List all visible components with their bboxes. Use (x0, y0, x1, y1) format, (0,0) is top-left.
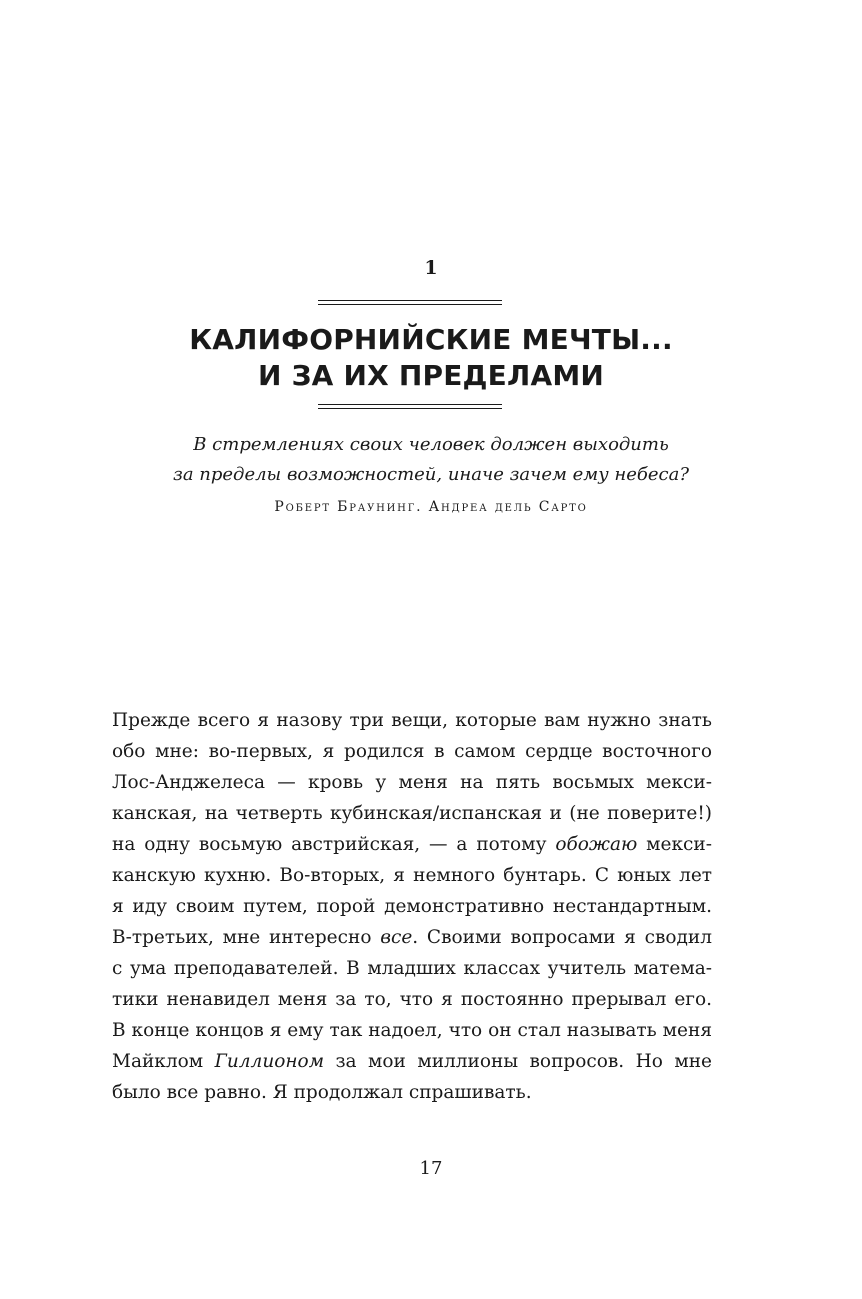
chapter-title-line-2: И ЗА ИХ ПРЕДЕЛАМИ (257, 359, 605, 392)
body-line: Лос-Анджелеса — кровь у меня на пять восьмых мекси- (112, 772, 712, 793)
emphasis-text: все (380, 927, 413, 948)
epigraph-line-2: за пределы возможностей, иначе зачем ему небеса? (173, 464, 689, 485)
page-number: 17 (419, 1158, 443, 1179)
epigraph (0, 430, 862, 490)
body-line: я иду своим путем, порой демонстративно нестандартным. (112, 896, 712, 917)
body-line: Майклом Гиллионом за мои миллионы вопросов. Но мне (112, 1051, 713, 1072)
body-line: В конце концов я ему так надоел, что он стал называть меня (112, 1020, 712, 1041)
chapter-title (0, 322, 862, 394)
body-line: обо мне: во-первых, я родился в самом сердце восточного (112, 741, 712, 762)
body-line: канская, на четверть кубинская/испанская и (не поверите!) (112, 803, 712, 824)
chapter-title-line-1: КАЛИФОРНИЙСКИЕ МЕЧТЫ... (189, 323, 673, 356)
body-paragraph (112, 705, 712, 1108)
body-line: В-третьих, мне интересно все. Своими вопросами я сводил (112, 927, 712, 948)
chapter-number: 1 (424, 257, 438, 279)
body-line: на одну восьмую австрийская, — а потому обожаю мекси- (112, 834, 712, 855)
epigraph-line-1: В стремлениях своих человек должен выходить (193, 434, 669, 455)
body-line: канскую кухню. Во-вторых, я немного бунтарь. С юных лет (112, 865, 712, 886)
body-line: было все равно. Я продолжал спрашивать. (112, 1082, 532, 1103)
epigraph-attribution: Роберт Браунинг. Андреа дель Сарто (274, 499, 588, 515)
emphasis-text: обожаю (555, 834, 638, 855)
body-line: Прежде всего я назову три вещи, которые вам нужно знать (112, 710, 712, 731)
title-bottom-double-rule (318, 404, 502, 409)
body-line: с ума преподавателей. В младших классах учитель матема- (112, 958, 712, 979)
emphasis-text: Гиллионом (214, 1051, 325, 1072)
body-line: тики ненавидел меня за то, что я постоянно прерывал его. (112, 989, 712, 1010)
title-top-double-rule (318, 300, 502, 305)
